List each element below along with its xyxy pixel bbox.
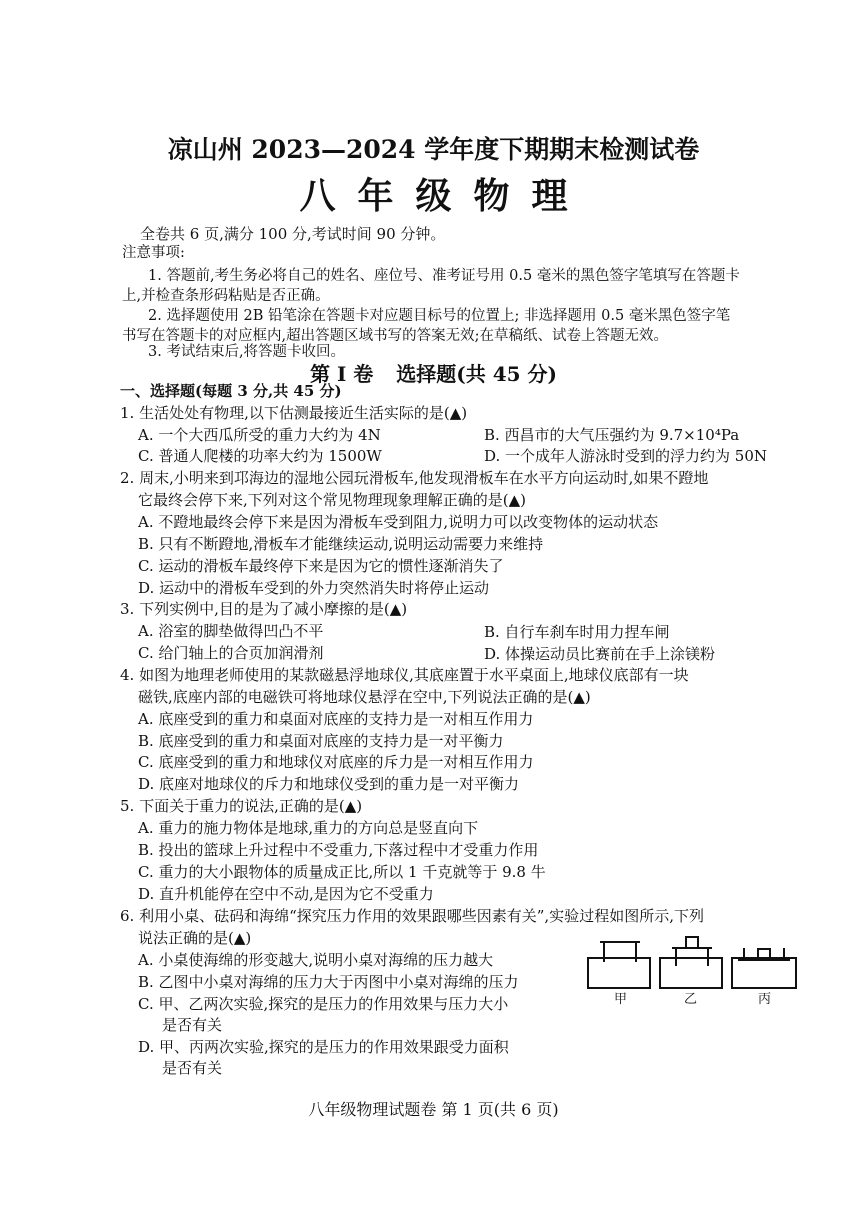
q5-option-d: D. 直升机能停在空中不动,是因为它不受重力 — [138, 885, 434, 903]
q6-option-d-line-2: 是否有关 — [162, 1059, 223, 1077]
q2-option-a: A. 不蹬地最终会停下来是因为滑板车受到阻力,说明力可以改变物体的运动状态 — [138, 513, 659, 531]
q6-stem-line-2: 说法正确的是(▲) — [138, 929, 252, 947]
note-2-line-1: 2. 选择题使用 2B 铅笔涂在答题卡对应题目标号的位置上; 非选择题用 0.5 毫米黑色签字笔 — [148, 308, 731, 324]
q3-option-b: B. 自行车刹车时用力捏车闸 — [484, 623, 670, 641]
figure-label-bing: 丙 — [758, 992, 772, 1007]
q1-option-d: D. 一个成年人游泳时受到的浮力约为 50N — [484, 447, 768, 465]
section-name: 选择题(共 45 分) — [396, 362, 557, 386]
q6-option-d-line-1: D. 甲、丙两次实验,探究的是压力的作用效果跟受力面积 — [138, 1038, 509, 1056]
q6-option-c-line-2: 是否有关 — [162, 1016, 223, 1034]
sponge-yi — [660, 958, 722, 988]
q4-stem-line-1: 4. 如图为地理老师使用的某款磁悬浮地球仪,其底座置于水平桌面上,地球仪底部有一块 — [120, 666, 689, 684]
q4-option-a: A. 底座受到的重力和桌面对底座的支持力是一对相互作用力 — [138, 710, 534, 728]
q6-stem-line-1: 6. 利用小桌、砝码和海绵“探究压力作用的效果跟哪些因素有关”,实验过程如图所示,下列 — [120, 907, 704, 925]
note-3: 3. 考试结束后,将答题卡收回。 — [148, 344, 346, 360]
weight-yi — [686, 937, 698, 948]
note-2-line-2: 书写在答题卡的对应框内,超出答题区域书写的答案无效;在草稿纸、试卷上答题无效。 — [122, 328, 668, 344]
q5-option-b: B. 投出的篮球上升过程中不受重力,下落过程中才受重力作用 — [138, 841, 539, 859]
q6-option-c-line-1: C. 甲、乙两次实验,探究的是压力的作用效果与压力大小 — [138, 995, 509, 1013]
sponge-bing — [732, 958, 796, 988]
note-1-line-2: 上,并检查条形码粘贴是否正确。 — [122, 288, 330, 304]
figure-label-yi: 乙 — [684, 992, 698, 1007]
q1-option-c: C. 普通人爬楼的功率大约为 1500W — [138, 447, 382, 465]
q2-option-b: B. 只有不断蹬地,滑板车才能继续运动,说明运动需要力来维持 — [138, 535, 544, 553]
q1-option-b: B. 西昌市的大气压强约为 9.7×10⁴Pa — [484, 426, 740, 444]
figure-label-jia: 甲 — [614, 992, 628, 1007]
q4-option-d: D. 底座对地球仪的斥力和地球仪受到的重力是一对平衡力 — [138, 775, 520, 793]
q6-option-b: B. 乙图中小桌对海绵的压力大于丙图中小桌对海绵的压力 — [138, 973, 519, 991]
exam-info: 全卷共 6 页,满分 100 分,考试时间 90 分钟。 — [140, 225, 446, 243]
q2-stem-line-1: 2. 周末,小明来到邛海边的湿地公园玩滑板车,他发现滑板车在水平方向运动时,如果不蹬地 — [120, 469, 709, 487]
q3-option-a: A. 浴室的脚垫做得凹凸不平 — [138, 622, 324, 640]
q2-stem-line-2: 它最终会停下来,下列对这个常见物理现象理解正确的是(▲) — [138, 491, 527, 509]
q4-stem-line-2: 磁铁,底座内部的电磁铁可将地球仪悬浮在空中,下列说法正确的是(▲) — [138, 688, 591, 706]
sponge-jia — [588, 958, 650, 988]
q3-stem: 3. 下列实例中,目的是为了减小摩擦的是(▲) — [120, 600, 408, 618]
q3-option-d: D. 体操运动员比赛前在手上涂镁粉 — [484, 645, 716, 663]
note-1-line-1: 1. 答题前,考生务必将自己的姓名、座位号、准考证号用 0.5 毫米的黑色签字笔填写在答题卡 — [148, 268, 740, 284]
part-title: 一、选择题(每题 3 分,共 45 分) — [120, 382, 342, 400]
q5-stem: 5. 下面关于重力的说法,正确的是(▲) — [120, 797, 363, 815]
subject-title: 八年级物理 — [299, 175, 590, 217]
sponge-experiment-figure — [582, 930, 802, 1030]
section-volume: 第 Ⅰ 卷 — [310, 362, 374, 386]
q3-option-c: C. 给门轴上的合页加润滑剂 — [138, 644, 324, 662]
exam-title: 凉山州 2023—2024 学年度下期期末检测试卷 — [167, 135, 700, 164]
q4-option-b: B. 底座受到的重力和桌面对底座的支持力是一对平衡力 — [138, 732, 504, 750]
q6-option-a: A. 小桌使海绵的形变越大,说明小桌对海绵的压力越大 — [138, 951, 494, 969]
q1-stem: 1. 生活处处有物理,以下估测最接近生活实际的是(▲) — [120, 404, 468, 422]
q2-option-c: C. 运动的滑板车最终停下来是因为它的惯性逐渐消失了 — [138, 557, 504, 575]
q1-option-a: A. 一个大西瓜所受的重力大约为 4N — [138, 426, 381, 444]
page-footer: 八年级物理试题卷 第 1 页(共 6 页) — [308, 1100, 559, 1119]
q2-option-d: D. 运动中的滑板车受到的外力突然消失时将停止运动 — [138, 579, 490, 597]
notes-label: 注意事项: — [122, 245, 185, 261]
q4-option-c: C. 底座受到的重力和地球仪对底座的斥力是一对相互作用力 — [138, 753, 534, 771]
q5-option-c: C. 重力的大小跟物体的质量成正比,所以 1 千克就等于 9.8 牛 — [138, 863, 546, 881]
sponge-experiment-diagram — [582, 930, 802, 1030]
q5-option-a: A. 重力的施力物体是地球,重力的方向总是竖直向下 — [138, 819, 479, 837]
